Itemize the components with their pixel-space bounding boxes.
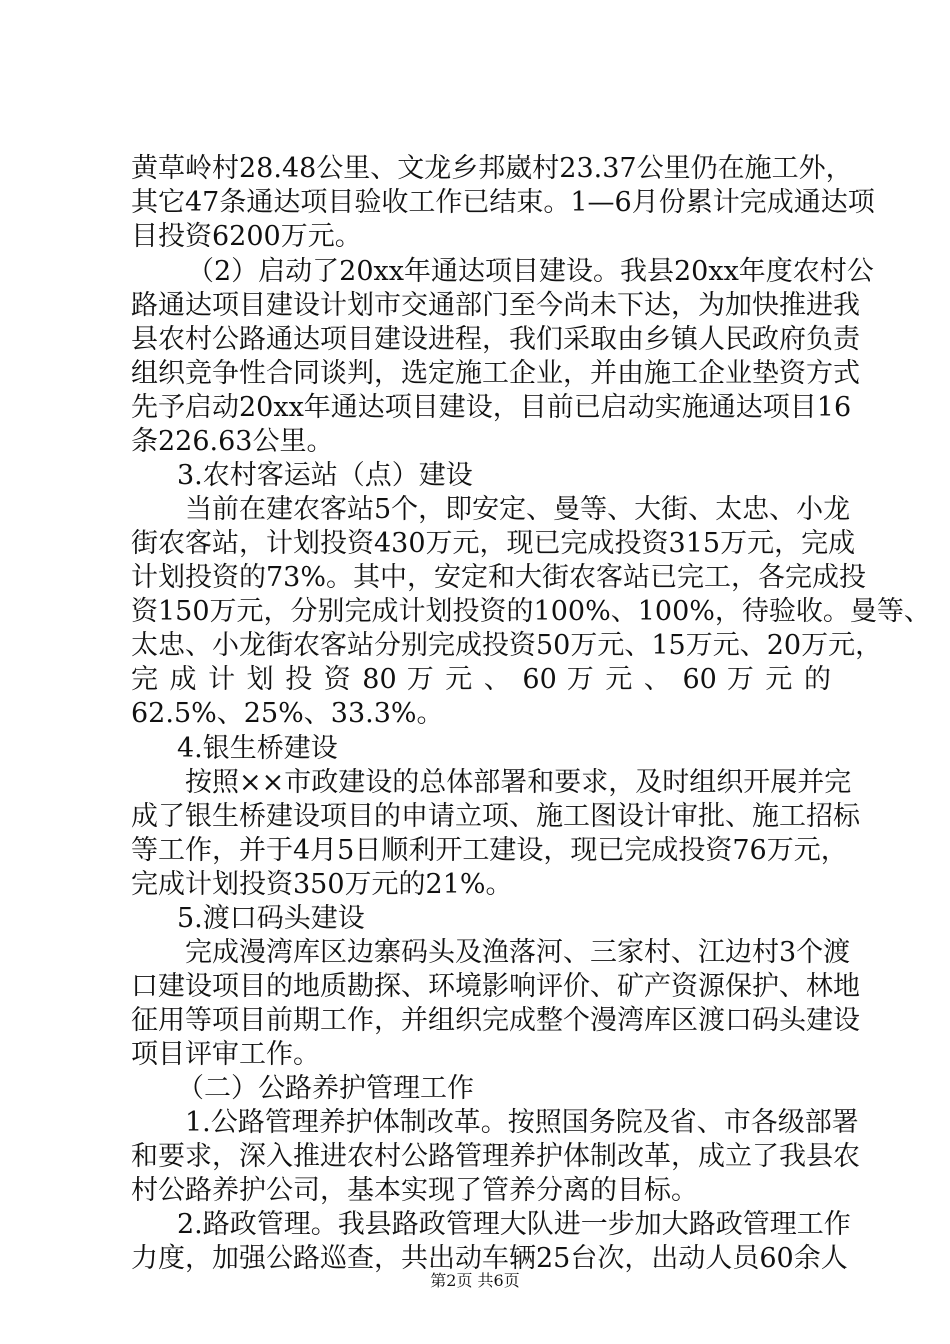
text-line: 先予启动20xx年通达项目建设，目前已启动实施通达项目16: [131, 392, 852, 423]
text-line: 当前在建农客站5个，即安定、曼等、大街、太忠、小龙: [185, 494, 851, 525]
text-line: 力度，加强公路巡查，共出动车辆25台次，出动人员60余人: [131, 1243, 848, 1274]
text-line: 2.路政管理。我县路政管理大队进一步加大路政管理工作: [177, 1209, 851, 1240]
text-line: 完成计划投资350万元的21%。: [131, 869, 513, 900]
text-line: 完 成 计 划 投 资 80 万 元 、 60 万 元 、 60 万 元 的: [131, 664, 831, 695]
text-line: 街农客站，计划投资430万元，现已完成投资315万元，完成: [131, 528, 856, 559]
text-line: 目投资6200万元。: [131, 221, 362, 252]
text-line: 62.5%、25%、33.3%。: [131, 698, 444, 729]
text-line: 资150万元，分别完成计划投资的100%、100%，待验收。曼等、: [131, 596, 931, 627]
text-line: 等工作，并于4月5日顺利开工建设，现已完成投资76万元，: [131, 835, 848, 866]
text-line: 4.银生桥建设: [177, 733, 338, 764]
text-line: 1.公路管理养护体制改革。按照国务院及省、市各级部署: [185, 1107, 859, 1138]
text-line: 计划投资的73%。其中，安定和大街农客站已完工，各完成投: [131, 562, 867, 593]
text-line: 征用等项目前期工作，并组织完成整个漫湾库区渡口码头建设: [131, 1005, 860, 1036]
text-line: 5.渡口码头建设: [177, 903, 365, 934]
text-line: （二）公路养护管理工作: [177, 1073, 474, 1104]
text-line: 和要求，深入推进农村公路管理养护体制改革，成立了我县农: [131, 1141, 860, 1172]
text-line: 条226.63公里。: [131, 426, 334, 457]
text-line: 组织竞争性合同谈判，选定施工企业，并由施工企业垫资方式: [131, 358, 860, 389]
text-line: 路通达项目建设计划市交通部门至今尚未下达，为加快推进我: [131, 290, 860, 321]
text-line: 完成漫湾库区边寨码头及渔落河、三家村、江边村3个渡: [185, 937, 851, 968]
text-line: 黄草岭村28.48公里、文龙乡邦崴村23.37公里仍在施工外，: [131, 153, 853, 184]
text-line: 成了银生桥建设项目的申请立项、施工图设计审批、施工招标: [131, 801, 860, 832]
text-line: 项目评审工作。: [131, 1039, 320, 1070]
text-line: 其它47条通达项目验收工作已结束。1—6月份累计完成通达项: [131, 187, 875, 218]
text-line: 太忠、小龙街农客站分别完成投资50万元、15万元、20万元，: [131, 630, 883, 661]
text-line: （2）启动了20xx年通达项目建设。我县20xx年度农村公: [187, 256, 874, 287]
page-footer: 第2页 共6页: [430, 1271, 520, 1290]
text-line: 县农村公路通达项目建设进程，我们采取由乡镇人民政府负责: [131, 324, 860, 355]
text-line: 村公路养护公司，基本实现了管养分离的目标。: [131, 1175, 698, 1206]
text-line: 3.农村客运站（点）建设: [177, 460, 473, 491]
text-line: 口建设项目的地质勘探、环境影响评价、矿产资源保护、林地: [131, 971, 860, 1002]
text-line: 按照××市政建设的总体部署和要求，及时组织开展并完: [185, 767, 852, 798]
